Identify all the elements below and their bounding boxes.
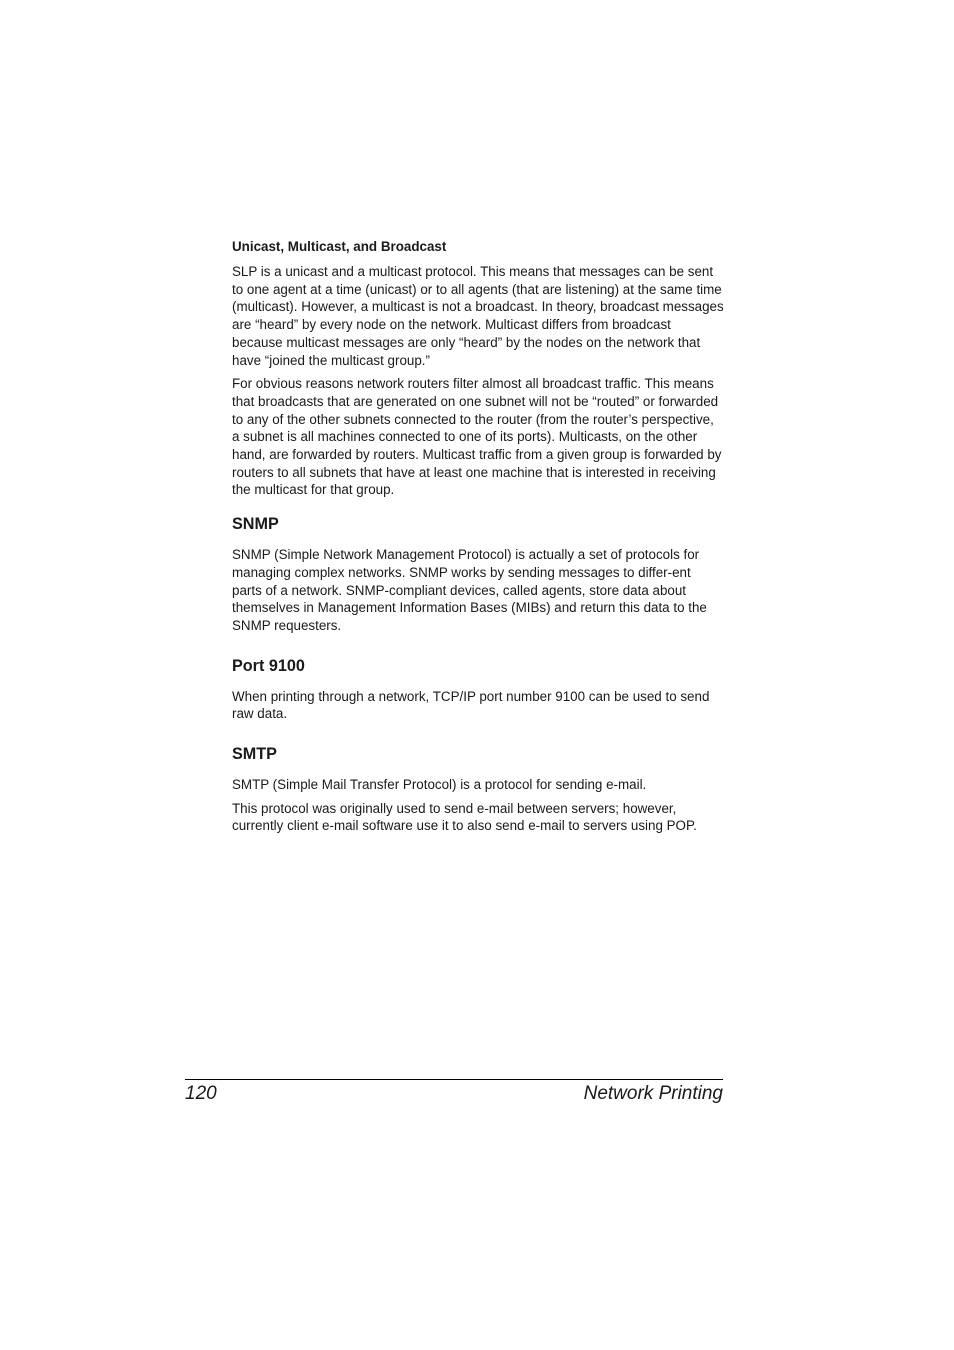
paragraph-slp-unicast-multicast: SLP is a unicast and a multicast protocol. This means that messages can be sent to one agent at a time (unicast) or to all agents (that are listening) at the same time (multicast). However, a multicast is not a broadcast. In theory, broadcast messages are “heard” by every node on the network. Multicast differs from broadcast because multicast messages are only “heard” by the nodes on the network that have “joined the multicast group.” [232,264,724,368]
subheading-unicast-multicast-broadcast: Unicast, Multicast, and Broadcast [232,239,447,254]
footer-divider [185,1079,723,1080]
heading-smtp: SMTP [232,745,277,764]
footer-page-number: 120 [185,1083,217,1104]
page-content [232,238,724,841]
heading-snmp: SNMP [232,515,279,534]
heading-port-9100: Port 9100 [232,656,305,675]
paragraph-smtp-definition: SMTP (Simple Mail Transfer Protocol) is a protocol for sending e-mail. [232,777,647,793]
paragraph-port-9100-description: When printing through a network, TCP/IP port number 9100 can be used to send raw data. [232,688,710,722]
paragraph-router-broadcast-filtering: For obvious reasons network routers filter almost all broadcast traffic. This means that broadcasts that are generated on one subnet will not be “routed” or forwarded to any of the other subnets connected to the router (from the router’s perspective, a subnet is all machines connected to one of its ports). Multicasts, on the other hand, are forwarded by routers. Multicast traffic from a given group is forwarded by routers to all subnets that have at least one machine that is interested in receiving the multicast for that group. [232,376,722,498]
footer-chapter-title: Network Printing [583,1083,723,1104]
paragraph-snmp-description: SNMP (Simple Network Management Protocol) is actually a set of protocols for managing complex networks. SNMP works by sending messages to differ-ent parts of a network. SNMP-compliant devices, called agents, store data about themselves in Management Information Bases (MIBs) and return this data to the SNMP requesters. [232,547,707,633]
paragraph-smtp-usage: This protocol was originally used to send e-mail between servers; however, currently client e-mail software use it to also send e-mail to servers using POP. [232,800,697,834]
